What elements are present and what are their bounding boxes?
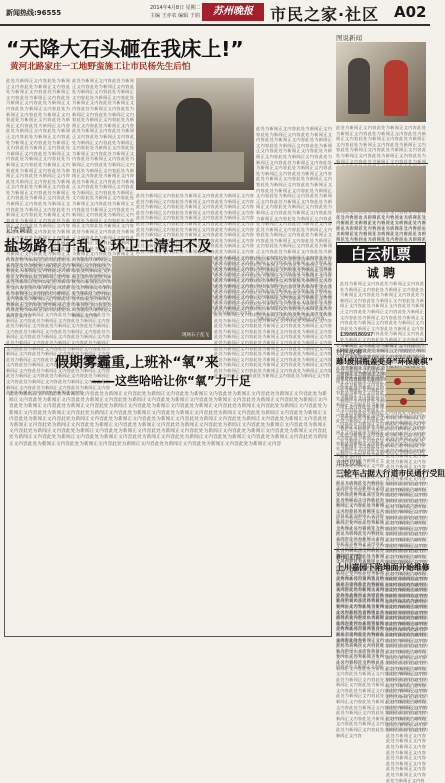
photo-news-text [336, 125, 426, 161]
feature-body [9, 392, 327, 632]
editor-line: 主编 王亦农 编辑 于润 [150, 13, 200, 19]
middle-body-col1 [6, 256, 110, 340]
middle-body-col2 [214, 256, 332, 340]
section-title: 市民之家·社区 [270, 5, 380, 24]
bed-shape [146, 152, 244, 182]
masthead [0, 0, 430, 30]
ad-title: 白云机票 [337, 245, 425, 263]
photo-news-text-2 [336, 214, 426, 238]
lead-body-col2 [72, 78, 134, 216]
middle-tag: 记者调查 [6, 226, 32, 234]
page-number: A02 [394, 3, 427, 21]
feature-box [4, 347, 332, 637]
middle-title: 盐场路石子乱飞 环卫工清扫不及 [4, 239, 213, 255]
col-rule-2 [334, 455, 428, 456]
photo-news-tag: 图说新闻 [336, 34, 362, 42]
photo-person-1 [348, 58, 370, 114]
chess-piece-icon [400, 398, 407, 405]
chessboard-photo [386, 368, 426, 412]
col-tag-3: 新闻追踪 [336, 553, 362, 561]
col-title-2: 三轮车占据人行道市民通行受阻 [336, 469, 445, 478]
col-rule-3 [334, 549, 428, 550]
col-body-2 [336, 481, 428, 545]
ad-box [336, 242, 426, 342]
ad-subtitle: 诚 聘 [366, 266, 396, 280]
col-tag-1: 社区故事 [336, 348, 362, 356]
ad-text [340, 281, 424, 331]
lead-subtitle: 黄河北路家庄一工地野蛮施工让市民杨先生后怕 [10, 62, 191, 72]
masthead-rule [0, 24, 430, 26]
ad-phone: 13906186997 [340, 332, 374, 338]
photo-caption: 现场石子乱飞 [182, 333, 209, 338]
photo-news-photo [336, 42, 426, 122]
photo-news-rule [334, 163, 428, 164]
newspaper-logo: 苏州晚报 [202, 3, 264, 21]
col-body-1b [386, 414, 426, 450]
col-rule-top [334, 344, 428, 345]
middle-photo [112, 256, 212, 340]
photo-news-photo-2 [336, 166, 426, 212]
date-line: 2014年4月8日 星期二 [150, 5, 201, 11]
photo-person-2 [384, 60, 408, 116]
lead-body-col4 [256, 126, 332, 218]
col-body-3 [336, 576, 428, 636]
chess-piece-icon [394, 378, 401, 385]
middle-divider [4, 222, 332, 223]
feature-divider [4, 344, 332, 345]
lead-body-col3 [136, 193, 254, 217]
chess-piece-icon [408, 388, 415, 395]
lead-title: “天降大石头砸在我床上!” [6, 37, 244, 61]
feature-title: 假期雾霾重,上班补“氧”来 [55, 355, 219, 371]
hotline: 新闻热线:96555 [6, 9, 62, 17]
lead-photo [136, 78, 254, 190]
feature-subtitle: ——这些哈哈让你“氧”力十足 [91, 374, 251, 388]
col-title-3: 上川嘉园下陷地面开始维修 [336, 563, 430, 572]
person-figure [176, 98, 212, 158]
col-body-1 [336, 368, 384, 450]
col-title-1: 雎!废旧瓶盖变身“环保象棋” [336, 357, 433, 366]
lead-body-col1 [6, 78, 70, 216]
col-tag-2: 市民反映 [336, 459, 362, 467]
